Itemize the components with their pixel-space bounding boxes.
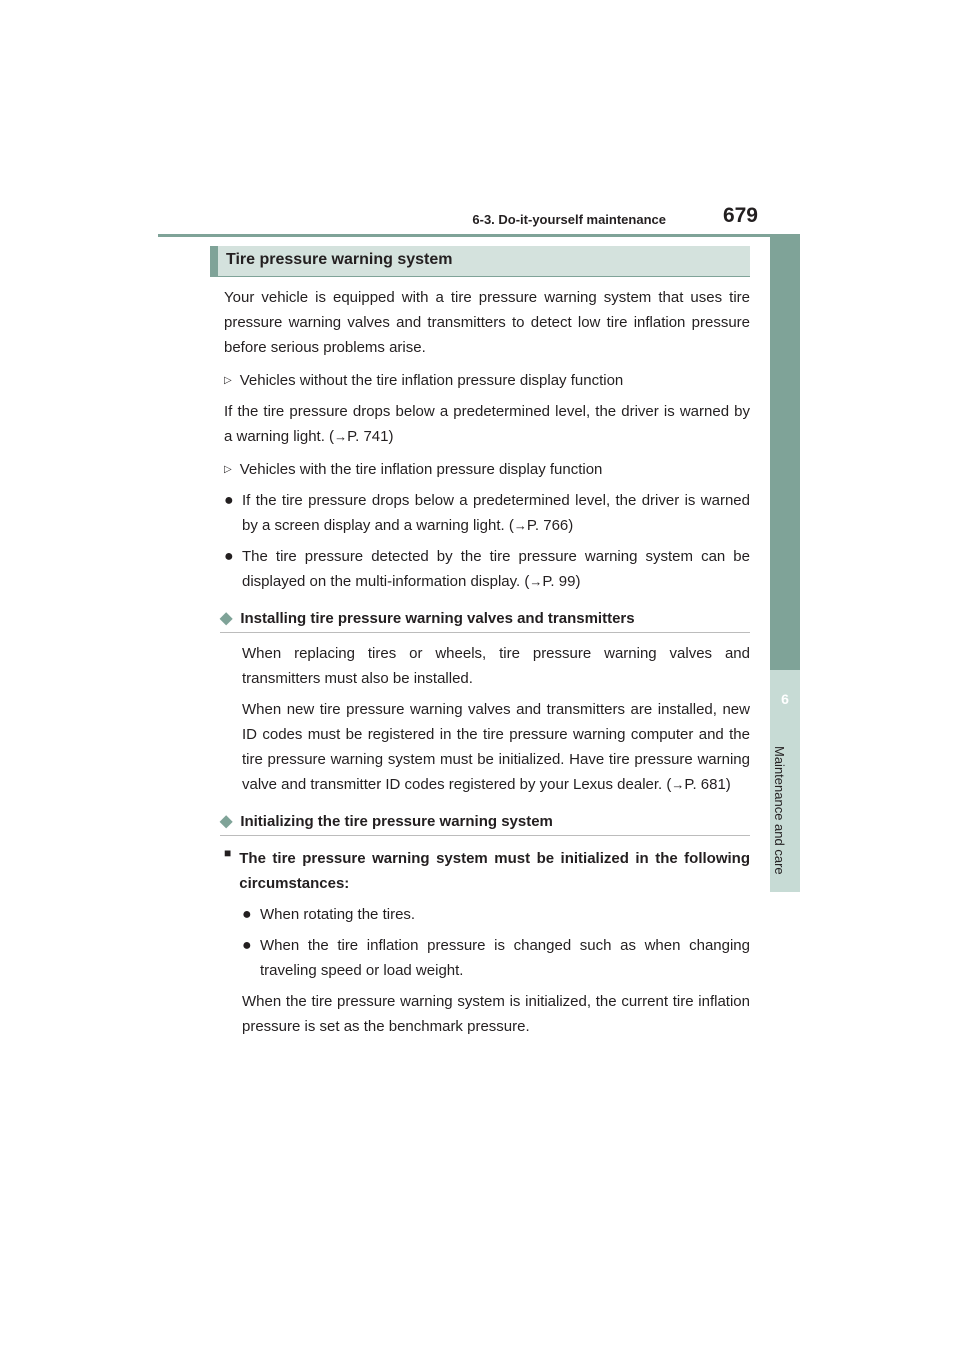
- page-ref-link[interactable]: P. 741): [347, 428, 394, 445]
- without-display-text: [210, 399, 750, 449]
- bullet-icon: ●: [242, 937, 252, 954]
- list-item: [210, 902, 750, 927]
- installing-p1: When replacing tires or wheels, tire pressure warning valves and transmitters must also be installed.: [242, 645, 750, 687]
- installing-heading: [220, 608, 750, 633]
- arrow-icon: →: [529, 574, 543, 589]
- bullet-text: When the tire inflation pressure is changed such as when changing traveling speed or load weight.: [260, 937, 750, 979]
- bullet-body: The tire pressure detected by the tire pressure warning system can be displayed on the multi-information display. (: [242, 548, 750, 590]
- triangle-icon: ▷: [224, 375, 232, 386]
- page-header: [158, 200, 800, 237]
- bullet-text: When rotating the tires.: [260, 906, 416, 923]
- bullet-text: [242, 488, 750, 538]
- square-icon: ■: [224, 846, 232, 860]
- installing-title: Installing tire pressure warning valves and transmitters: [240, 609, 635, 627]
- bullet-body: If the tire pressure drops below a predetermined level, the driver is warned by a screen display and a warning light. (: [242, 492, 750, 534]
- bullet-text: [242, 544, 750, 594]
- with-display-heading: [210, 457, 750, 482]
- initializing-title: Initializing the tire pressure warning system: [240, 812, 553, 830]
- arrow-icon: →: [671, 777, 685, 792]
- arrow-icon: →: [334, 429, 348, 444]
- list-item: [210, 488, 750, 538]
- initializing-heading: [220, 811, 750, 836]
- header-section-title: 6-3. Do-it-yourself maintenance: [472, 212, 666, 227]
- bullet-icon: ●: [224, 492, 234, 509]
- without-display-heading: [210, 368, 750, 393]
- circumstances-label: The tire pressure warning system must be initialized in the following circumstances:: [239, 850, 750, 892]
- arrow-icon: →: [513, 518, 527, 533]
- diamond-icon: ◆: [220, 610, 233, 627]
- chapter-number: 6: [781, 691, 789, 707]
- bullet-icon: ●: [242, 906, 252, 923]
- list-item: [210, 544, 750, 594]
- page-ref-link[interactable]: P. 766): [526, 517, 574, 534]
- without-display-body: If the tire pressure drops below a predetermined level, the driver is warned by a warning light. (: [224, 403, 750, 445]
- intro-text: Your vehicle is equipped with a tire pressure warning system that uses tire pressure warning valves and transmitters to detect low tire inflation pressure before serious problems arise.: [224, 289, 750, 356]
- page-ref-link[interactable]: P. 681): [684, 776, 731, 793]
- installing-p2-body: When new tire pressure warning valves and transmitters are installed, new ID codes must be registered in the tire pressure warning computer and the tire pressure warning system must be initialized. Have tire pressure warning valve and transmitter ID codes registered by your Lexus dealer. (: [242, 701, 750, 793]
- without-display-label: Vehicles without the tire inflation pressure display function: [239, 372, 624, 389]
- chapter-label: Maintenance and care: [772, 746, 787, 875]
- installing-p2: [210, 697, 750, 797]
- with-display-label: Vehicles with the tire inflation pressure display function: [239, 461, 603, 478]
- side-tab-strip: [770, 234, 800, 670]
- diamond-icon: ◆: [220, 813, 233, 830]
- section-title: Tire pressure warning system: [210, 246, 750, 277]
- page-number: 679: [722, 204, 758, 227]
- triangle-icon: ▷: [224, 464, 232, 475]
- bullet-icon: ●: [224, 548, 234, 565]
- initializing-closing: When the tire pressure warning system is initialized, the current tire inflation pressure is set as the benchmark pressure.: [242, 993, 750, 1035]
- page-ref-link[interactable]: P. 99): [542, 573, 581, 590]
- main-content: [210, 246, 750, 1039]
- circumstances-heading: [210, 846, 750, 896]
- list-item: [210, 933, 750, 983]
